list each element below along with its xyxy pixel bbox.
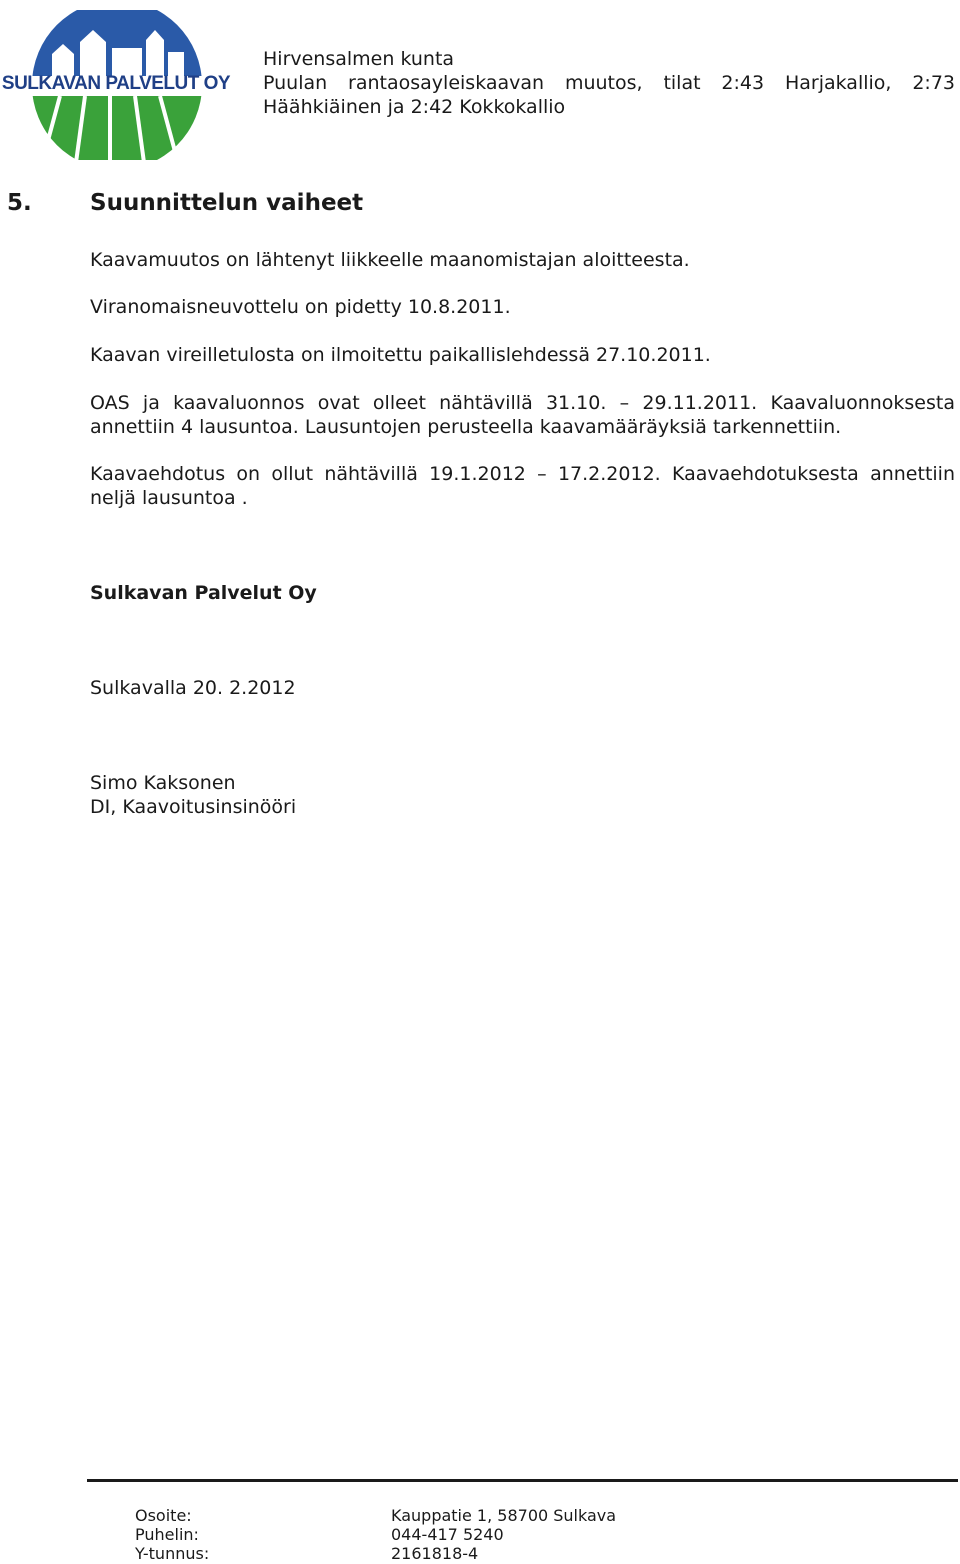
company-logo (0, 10, 232, 160)
footer-business-id-label: Y-tunnus: (135, 1544, 210, 1563)
paragraph-proposal-display: Kaavaehdotus on ollut nähtävillä 19.1.2012 – 17.2.2012. Kaavaehdotuksesta annettiin neljä lausuntoa . (90, 463, 955, 509)
section-number: 5. (7, 190, 32, 216)
footer-phone-row (135, 1525, 616, 1544)
footer-business-id-row (135, 1544, 616, 1563)
footer-contact (135, 1506, 616, 1563)
signer-title: DI, Kaavoitusinsinööri (90, 796, 297, 818)
header-plan-title-cont: Häähkiäinen ja 2:42 Kokkokallio (263, 96, 566, 118)
logo-text: SULKAVAN PALVELUT OY (1, 73, 231, 94)
footer-phone-label: Puhelin: (135, 1525, 199, 1544)
footer-address-label: Osoite: (135, 1506, 192, 1525)
header-plan-title: Puulan rantaosayleiskaavan muutos, tilat 2:43 Harjakallio, 2:73 (263, 72, 955, 94)
section-heading (7, 190, 363, 216)
logo-graphic (0, 10, 232, 160)
place-date: Sulkavalla 20. 2.2012 (90, 677, 296, 699)
signer-name: Simo Kaksonen (90, 772, 236, 794)
footer-divider (87, 1479, 958, 1482)
footer-address-row (135, 1506, 616, 1525)
footer-address-value: Kauppatie 1, 58700 Sulkava (391, 1506, 617, 1525)
paragraph-draft-display: OAS ja kaavaluonnos ovat olleet nähtävillä 31.10. – 29.11.2011. Kaavaluonnoksesta annettiin 4 lausuntoa. Lausuntojen perusteella kaavamääräyksiä tarkennettiin. (90, 392, 955, 438)
header-municipality: Hirvensalmen kunta (263, 48, 455, 70)
footer-phone-value: 044-417 5240 (391, 1525, 504, 1544)
paragraph-announcement: Kaavan vireilletulosta on ilmoitettu paikallislehdessä 27.10.2011. (90, 344, 711, 366)
company-name: Sulkavan Palvelut Oy (90, 582, 317, 604)
document-header (263, 47, 955, 119)
paragraph-consultation: Viranomaisneuvottelu on pidetty 10.8.2011. (90, 296, 511, 318)
footer-business-id-value: 2161818-4 (391, 1544, 479, 1563)
paragraph-initiative: Kaavamuutos on lähtenyt liikkeelle maanomistajan aloitteesta. (90, 249, 690, 271)
section-title: Suunnittelun vaiheet (90, 190, 364, 216)
